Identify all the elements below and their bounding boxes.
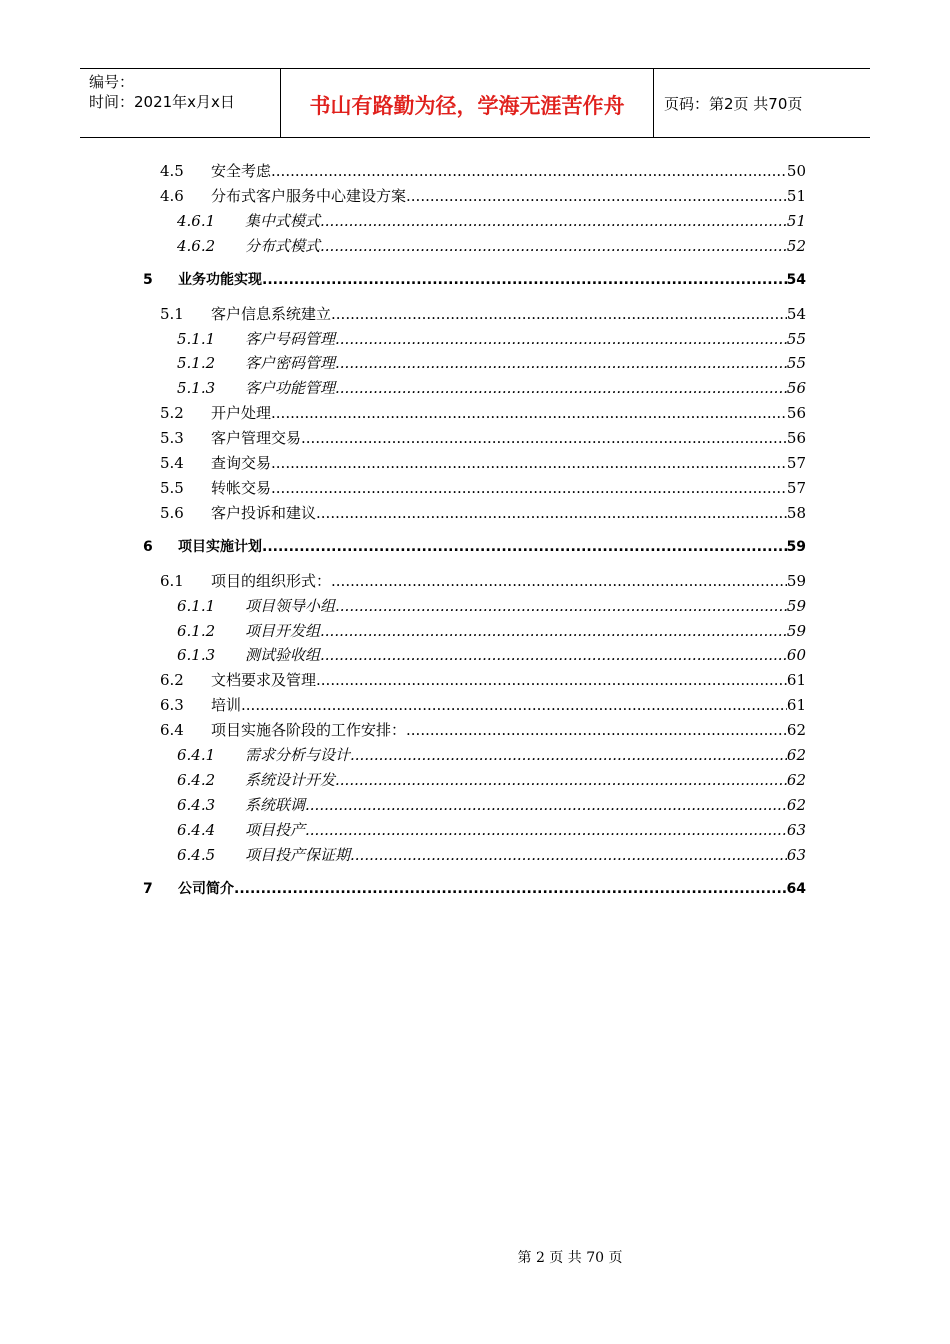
toc-entry-number: 5.6 bbox=[160, 503, 184, 522]
toc-entry-number: 5.4 bbox=[160, 454, 184, 472]
toc-entry-title-line bbox=[245, 844, 806, 866]
toc-entry-number: 5.1.2 bbox=[177, 354, 216, 373]
toc-entry-page: 59 bbox=[786, 596, 806, 615]
toc-entry[interactable] bbox=[0, 160, 950, 182]
toc-entry-number: 5 bbox=[143, 271, 153, 288]
toc-entry-title-line bbox=[178, 536, 806, 558]
toc-leader-dots bbox=[335, 769, 787, 791]
toc-entry-title: 业务功能实现 bbox=[178, 269, 262, 291]
toc-entry-page: 64 bbox=[787, 878, 806, 900]
toc-entry-number: 6.4.5 bbox=[177, 845, 216, 864]
toc-entry-number: 6.2 bbox=[160, 671, 184, 690]
toc-entry[interactable] bbox=[0, 328, 950, 350]
toc-entry-title: 客户功能管理 bbox=[245, 379, 336, 398]
toc-entry-title-line bbox=[245, 210, 806, 232]
toc-entry-title: 项目投产保证期 bbox=[245, 845, 351, 864]
toc-entry-page: 62 bbox=[786, 721, 806, 740]
toc-entry-title: 测试验收组 bbox=[245, 646, 321, 665]
toc-entry-page: 52 bbox=[786, 236, 806, 255]
toc-leader-dots bbox=[320, 235, 787, 257]
toc-entry-page: 55 bbox=[786, 354, 806, 373]
toc-entry[interactable] bbox=[0, 303, 950, 325]
toc-entry-number: 5.3 bbox=[160, 429, 184, 448]
toc-entry-number: 6.4.3 bbox=[177, 795, 216, 814]
toc-entry[interactable] bbox=[0, 844, 950, 866]
toc-entry-page: 62 bbox=[786, 770, 806, 789]
toc-entry-number: 6.4 bbox=[160, 721, 184, 740]
toc-entry-title: 分布式客户服务中心建设方案 bbox=[211, 186, 407, 205]
toc-entry-title: 分布式模式 bbox=[245, 236, 321, 255]
toc-entry-page: 62 bbox=[786, 746, 806, 764]
toc-entry-number: 4.6.1 bbox=[177, 211, 216, 230]
toc-entry[interactable] bbox=[0, 502, 950, 524]
toc-entry-title-line bbox=[211, 452, 806, 474]
toc-entry-title: 项目实施计划 bbox=[178, 536, 262, 558]
toc-entry-title-line bbox=[245, 235, 806, 257]
toc-entry[interactable] bbox=[0, 669, 950, 691]
toc-entry[interactable] bbox=[0, 769, 950, 791]
toc-leader-dots bbox=[320, 210, 787, 232]
toc-entry-number: 6.1.1 bbox=[177, 596, 216, 615]
toc-entry-title: 项目开发组 bbox=[245, 621, 321, 640]
toc-leader-dots bbox=[350, 844, 787, 866]
toc-leader-dots bbox=[335, 595, 787, 617]
toc-entry[interactable] bbox=[0, 269, 950, 291]
toc-entry[interactable] bbox=[0, 477, 950, 499]
toc-entry-page: 56 bbox=[786, 429, 806, 448]
toc-leader-dots bbox=[406, 185, 787, 207]
page-header bbox=[80, 68, 870, 138]
toc-entry-page: 57 bbox=[786, 454, 806, 472]
toc-leader-dots bbox=[335, 352, 787, 374]
toc-entry[interactable] bbox=[0, 427, 950, 449]
toc-entry-number: 5.2 bbox=[160, 404, 184, 423]
toc-leader-dots bbox=[301, 427, 787, 449]
toc-entry-page: 63 bbox=[786, 845, 806, 864]
toc-entry[interactable] bbox=[0, 210, 950, 232]
toc-entry-number: 6.1 bbox=[160, 571, 184, 590]
toc-entry-title-line bbox=[245, 352, 806, 374]
toc-entry[interactable] bbox=[0, 235, 950, 257]
toc-entry-number: 4.6.2 bbox=[177, 236, 216, 255]
toc-entry-page: 51 bbox=[786, 186, 806, 205]
toc-leader-dots bbox=[271, 477, 787, 499]
toc-entry-title: 需求分析与设计 bbox=[245, 746, 351, 764]
toc-entry-title-line bbox=[178, 878, 806, 900]
toc-entry-number: 6 bbox=[143, 538, 153, 555]
toc-entry-page: 59 bbox=[786, 571, 806, 590]
toc-entry-title: 开户处理 bbox=[211, 404, 272, 423]
toc-entry-title-line bbox=[245, 620, 806, 642]
toc-entry-title-line bbox=[211, 160, 806, 182]
toc-entry-number: 6.4.2 bbox=[177, 770, 216, 789]
toc-entry-title: 客户信息系统建立 bbox=[211, 304, 332, 323]
toc-entry-number: 6.1.2 bbox=[177, 621, 216, 640]
toc-leader-dots bbox=[331, 303, 787, 325]
toc-leader-dots bbox=[271, 452, 787, 474]
toc-entry-title: 转帐交易 bbox=[211, 478, 272, 497]
toc-entry-title-line bbox=[245, 819, 806, 841]
toc-entry-title-line bbox=[211, 570, 806, 592]
toc-entry-page: 62 bbox=[786, 795, 806, 814]
toc-entry[interactable] bbox=[0, 878, 950, 900]
doc-time-label: 时间：2021年x月x日 bbox=[89, 93, 235, 111]
toc-entry-title-line bbox=[211, 303, 806, 325]
toc-leader-dots bbox=[305, 819, 787, 841]
toc-entry-number: 5.1.1 bbox=[177, 329, 216, 348]
toc-entry-title-line bbox=[211, 402, 806, 424]
toc-entry-page: 50 bbox=[786, 162, 806, 180]
toc-entry-title: 项目实施各阶段的工作安排： bbox=[211, 721, 407, 740]
header-meta bbox=[80, 69, 281, 137]
toc-entry-title: 集中式模式 bbox=[245, 211, 321, 230]
toc-entry-number: 5.1.3 bbox=[177, 379, 216, 398]
toc-entry-number: 6.3 bbox=[160, 696, 184, 715]
toc-entry-title: 文档要求及管理 bbox=[211, 671, 317, 690]
toc-entry[interactable] bbox=[0, 644, 950, 666]
toc-entry[interactable] bbox=[0, 377, 950, 399]
toc-leader-dots bbox=[406, 719, 787, 741]
toc-entry[interactable] bbox=[0, 620, 950, 642]
toc-entry-title: 客户号码管理 bbox=[245, 329, 336, 348]
toc-entry[interactable] bbox=[0, 352, 950, 374]
toc-entry-number: 7 bbox=[143, 880, 153, 897]
toc-entry-title-line bbox=[211, 719, 806, 741]
header-page-label: 页码：第2页 共70页 bbox=[664, 94, 803, 113]
toc-entry-title-line bbox=[245, 644, 806, 666]
toc-entry[interactable] bbox=[0, 402, 950, 424]
toc-entry-title-line bbox=[245, 794, 806, 816]
toc-entry-title: 安全考虑 bbox=[211, 162, 272, 180]
doc-number-label: 编号： bbox=[89, 73, 135, 91]
toc-leader-dots bbox=[271, 402, 787, 424]
toc-entry-title: 客户密码管理 bbox=[245, 354, 336, 373]
toc-entry-page: 63 bbox=[786, 820, 806, 839]
toc-entry-page: 57 bbox=[786, 478, 806, 497]
toc-entry-title-line bbox=[245, 595, 806, 617]
toc-entry-page: 54 bbox=[786, 304, 806, 323]
toc-entry-title: 项目的组织形式： bbox=[211, 571, 332, 590]
toc-entry-page: 61 bbox=[786, 671, 806, 690]
toc-entry-number: 5.1 bbox=[160, 304, 184, 323]
toc-entry-title-line bbox=[211, 502, 806, 524]
toc-entry-number: 4.6 bbox=[160, 186, 184, 205]
toc-entry-title: 客户投诉和建议 bbox=[211, 503, 317, 522]
toc-entry-number: 6.4.4 bbox=[177, 820, 216, 839]
toc-entry-title: 公司简介 bbox=[178, 878, 234, 900]
toc-entry-page: 59 bbox=[786, 621, 806, 640]
header-motto: 书山有路勤为径，学海无涯苦作舟 bbox=[281, 69, 654, 137]
toc-entry-page: 61 bbox=[786, 696, 806, 715]
toc-entry-title-line bbox=[245, 769, 806, 791]
toc-entry-title: 客户管理交易 bbox=[211, 429, 302, 448]
toc-entry-title-line bbox=[245, 377, 806, 399]
toc-entry-title-line bbox=[211, 427, 806, 449]
toc-entry-title: 查询交易 bbox=[211, 454, 272, 472]
toc-entry[interactable] bbox=[0, 819, 950, 841]
toc-entry-page: 56 bbox=[786, 379, 806, 398]
toc-entry-number: 4.5 bbox=[160, 162, 184, 180]
page-footer: 第 2 页 共 70 页 bbox=[517, 1250, 623, 1266]
toc-entry-title-line bbox=[211, 185, 806, 207]
toc-leader-dots bbox=[262, 269, 787, 291]
toc-leader-dots bbox=[350, 744, 787, 766]
toc-entry[interactable] bbox=[0, 694, 950, 716]
toc-entry-page: 55 bbox=[786, 329, 806, 348]
toc-leader-dots bbox=[316, 502, 787, 524]
toc-entry[interactable] bbox=[0, 185, 950, 207]
toc-entry[interactable] bbox=[0, 536, 950, 558]
toc-entry-page: 58 bbox=[786, 503, 806, 522]
toc-entry-title: 培训 bbox=[211, 696, 242, 715]
toc-leader-dots bbox=[271, 160, 787, 182]
toc-entry-page: 59 bbox=[787, 536, 806, 558]
toc-entry-number: 6.1.3 bbox=[177, 646, 216, 665]
toc-entry-title: 系统联调 bbox=[245, 795, 306, 814]
toc-entry-title: 系统设计开发 bbox=[245, 770, 336, 789]
toc-leader-dots bbox=[335, 328, 787, 350]
toc-entry[interactable] bbox=[0, 570, 950, 592]
toc-entry-title: 项目投产 bbox=[245, 820, 306, 839]
toc-leader-dots bbox=[241, 694, 787, 716]
toc-leader-dots bbox=[335, 377, 787, 399]
toc-leader-dots bbox=[262, 536, 787, 558]
toc-entry-page: 54 bbox=[787, 269, 806, 291]
toc-leader-dots bbox=[320, 644, 787, 666]
toc-entry-page: 56 bbox=[786, 404, 806, 423]
toc-entry-number: 5.5 bbox=[160, 478, 184, 497]
toc-leader-dots bbox=[234, 878, 787, 900]
toc-entry[interactable] bbox=[0, 794, 950, 816]
toc-entry-title-line bbox=[178, 269, 806, 291]
toc-entry-page: 60 bbox=[786, 646, 806, 665]
toc-entry-number: 6.4.1 bbox=[177, 746, 216, 764]
toc-leader-dots bbox=[305, 794, 787, 816]
toc-entry[interactable] bbox=[0, 452, 950, 474]
toc-entry-title-line bbox=[211, 694, 806, 716]
toc-leader-dots bbox=[320, 620, 787, 642]
toc-entry[interactable] bbox=[0, 744, 950, 766]
toc-entry-page: 51 bbox=[786, 211, 806, 230]
toc-entry-title-line bbox=[211, 477, 806, 499]
toc-entry-title: 项目领导小组 bbox=[245, 596, 336, 615]
toc-entry[interactable] bbox=[0, 595, 950, 617]
toc-entry-title-line bbox=[245, 744, 806, 766]
toc-entry-title-line bbox=[211, 669, 806, 691]
toc-leader-dots bbox=[331, 570, 787, 592]
toc-leader-dots bbox=[316, 669, 787, 691]
toc-entry-title-line bbox=[245, 328, 806, 350]
toc-entry[interactable] bbox=[0, 719, 950, 741]
